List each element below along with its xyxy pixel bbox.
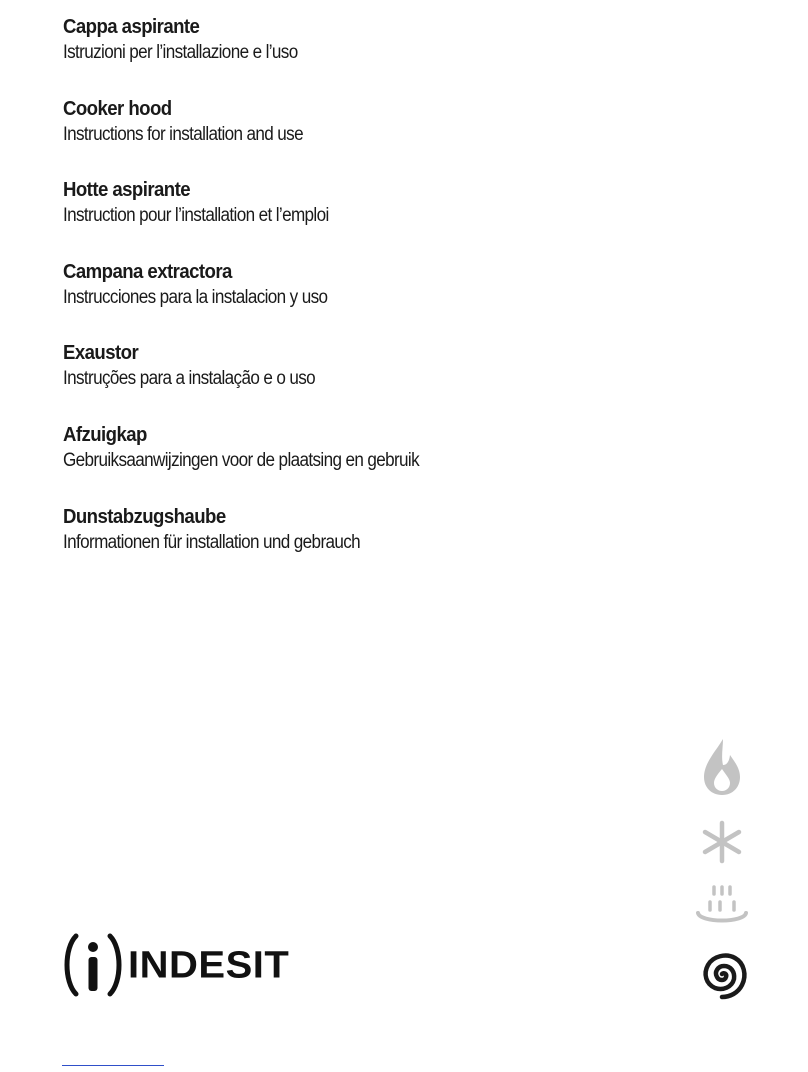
indesit-logo bbox=[62, 930, 302, 1000]
entry-spanish bbox=[63, 259, 763, 341]
entry-subtitle: Instructions for installation and use bbox=[63, 123, 303, 145]
entry-subtitle: Informationen für installation und gebrauch bbox=[63, 531, 361, 553]
entry-subtitle: Instruções para a instalação e o uso bbox=[63, 368, 316, 390]
steam-icon bbox=[690, 883, 754, 929]
entry-german bbox=[63, 504, 763, 586]
entry-title: Cooker hood bbox=[63, 97, 172, 120]
entry-subtitle: Instrucciones para la instalacion y uso bbox=[63, 286, 328, 308]
entry-english bbox=[63, 96, 763, 178]
title-list bbox=[63, 14, 763, 585]
entry-title: Cappa aspirante bbox=[63, 16, 200, 38]
entry-portuguese bbox=[63, 340, 763, 422]
entry-subtitle: Gebruiksaanwijzingen voor de plaatsing en gebruik bbox=[63, 449, 420, 471]
entry-title: Campana extractora bbox=[63, 260, 232, 283]
entry-italian bbox=[63, 14, 763, 96]
footer-link-line[interactable] bbox=[62, 1065, 164, 1066]
entry-title: Exaustor bbox=[63, 342, 139, 365]
logo-mark-icon bbox=[62, 930, 124, 1000]
entry-subtitle: Instruction pour l’installation et l’emploi bbox=[63, 205, 329, 227]
entry-title: Dunstabzugshaube bbox=[63, 505, 226, 528]
snowflake-icon bbox=[690, 820, 754, 864]
entry-title: Hotte aspirante bbox=[63, 179, 191, 202]
entry-french bbox=[63, 177, 763, 259]
entry-dutch bbox=[63, 422, 763, 504]
entry-subtitle: Istruzioni per l’installazione e l’uso bbox=[63, 42, 298, 63]
entry-title: Afzuigkap bbox=[63, 423, 147, 446]
brand-name: INDESIT bbox=[128, 943, 290, 986]
spiral-icon bbox=[690, 947, 754, 1001]
flame-icon bbox=[690, 735, 754, 797]
